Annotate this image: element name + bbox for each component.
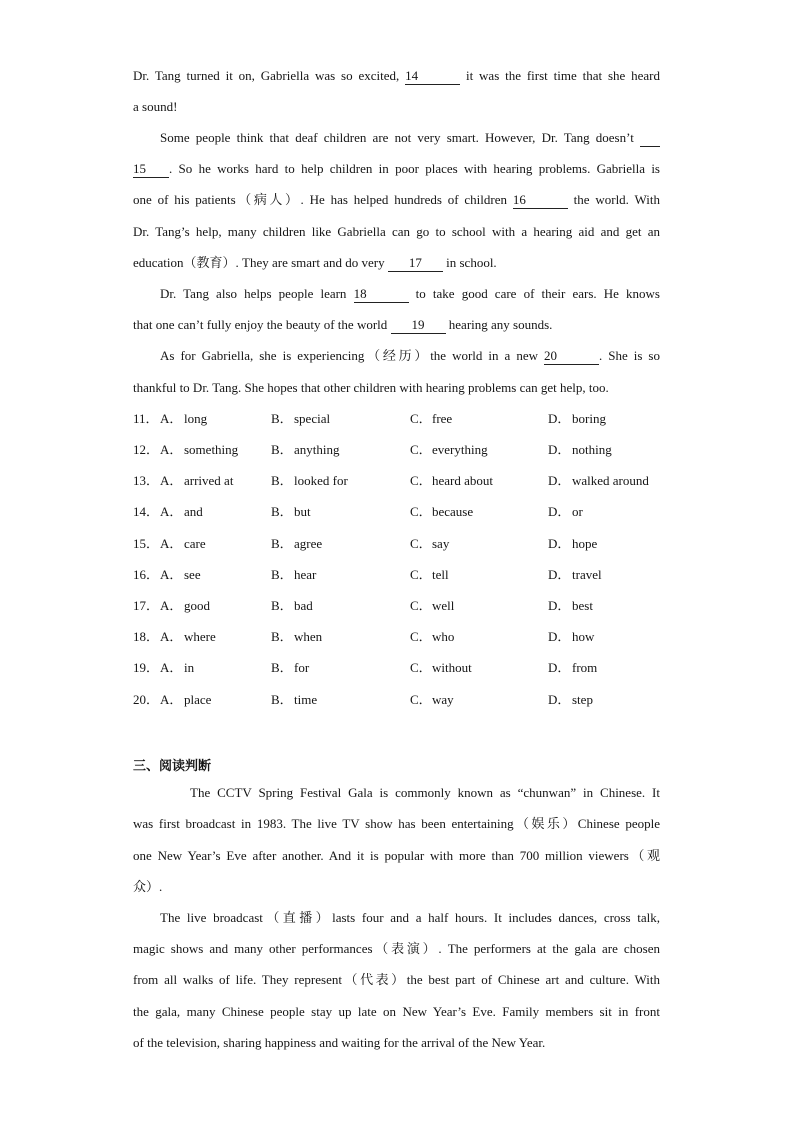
choice-text-d: step <box>572 692 593 707</box>
section-title: 三、阅读判断 <box>133 759 212 774</box>
line-text: that one can’t fully enjoy the beauty of the world <box>133 317 391 332</box>
choice-text-c: well <box>432 598 455 613</box>
choice-letter-a: A． <box>160 692 183 707</box>
choice-letter-b: B． <box>271 504 293 519</box>
choice-text-d: best <box>572 598 593 613</box>
option-row-15 <box>0 534 794 554</box>
line-text: Dr. Tang turned it on, Gabriella was so excited, <box>133 68 406 83</box>
choice-text-a: place <box>184 692 212 707</box>
option-row-14 <box>0 502 794 522</box>
choice-text-d: boring <box>572 411 606 426</box>
answer-blank-17: 17 <box>388 255 443 272</box>
reading-line-1: The CCTV Spring Festival Gala is commonly known as “chunwan” in Chinese. It <box>190 785 660 800</box>
choice-letter-b: B． <box>271 567 293 582</box>
choice-letter-b: B． <box>271 411 293 426</box>
cloze-line-7 <box>133 253 660 273</box>
choice-text-a: care <box>184 536 206 551</box>
cloze-line-1 <box>133 66 660 86</box>
choice-letter-d: D． <box>548 598 571 613</box>
answer-blank-15-start <box>640 130 660 147</box>
choice-letter-d: D． <box>548 473 571 488</box>
cloze-line-8 <box>160 284 660 304</box>
question-number: 19． <box>133 660 160 675</box>
reading-line-8: the gala, many Chinese people stay up late on New Year’s Eve. Family members sit in front <box>133 1004 660 1019</box>
answer-blank-20: 20 <box>544 348 599 365</box>
choice-letter-c: C． <box>410 504 432 519</box>
choice-letter-c: C． <box>410 473 432 488</box>
choice-text-c: because <box>432 504 474 519</box>
choice-letter-a: A． <box>160 660 183 675</box>
choice-letter-d: D． <box>548 629 571 644</box>
choice-letter-a: A． <box>160 567 183 582</box>
choice-text-c: free <box>432 411 453 426</box>
answer-blank-18: 18 <box>354 286 409 303</box>
choice-text-d: from <box>572 660 598 675</box>
choice-text-c: who <box>432 629 455 644</box>
choice-text-a: in <box>184 660 195 675</box>
choice-text-c: without <box>432 660 472 675</box>
choice-text-b: but <box>294 504 311 519</box>
line-text: hearing any sounds. <box>445 317 553 332</box>
choice-letter-a: A． <box>160 442 183 457</box>
choice-text-d: hope <box>572 536 598 551</box>
choice-letter-b: B． <box>271 536 293 551</box>
choice-text-c: everything <box>432 442 488 457</box>
choice-text-c: way <box>432 692 454 707</box>
question-number: 14． <box>133 504 160 519</box>
option-row-12 <box>0 440 794 460</box>
choice-text-c: heard about <box>432 473 494 488</box>
choice-text-a: where <box>184 629 216 644</box>
choice-text-b: bad <box>294 598 313 613</box>
choice-text-a: and <box>184 504 203 519</box>
option-row-17 <box>0 596 794 616</box>
choice-text-a: see <box>184 567 201 582</box>
line-text: to take good care of their ears. He knows <box>408 286 660 301</box>
question-number: 16． <box>133 567 160 582</box>
answer-blank-16: 16 <box>513 192 568 209</box>
cloze-line-6: Dr. Tang’s help, many children like Gabriella can go to school with a hearing aid and get an <box>133 224 660 239</box>
line-text: Some people think that deaf children are not very smart. However, Dr. Tang doesn’t <box>160 130 640 145</box>
choice-letter-c: C． <box>410 536 432 551</box>
question-number: 20． <box>133 692 160 707</box>
option-row-11 <box>0 409 794 429</box>
choice-letter-d: D． <box>548 660 571 675</box>
choice-text-b: time <box>294 692 318 707</box>
option-row-18 <box>0 627 794 647</box>
answer-blank-14: 14 <box>405 68 460 85</box>
choice-letter-c: C． <box>410 598 432 613</box>
choice-text-a: arrived at <box>184 473 234 488</box>
choice-letter-b: B． <box>271 442 293 457</box>
question-number: 15． <box>133 536 160 551</box>
line-text: it was the first time that she heard <box>460 68 660 83</box>
choice-letter-b: B． <box>271 692 293 707</box>
choice-letter-c: C． <box>410 692 432 707</box>
choice-letter-a: A． <box>160 598 183 613</box>
choice-letter-c: C． <box>410 442 432 457</box>
choice-letter-b: B． <box>271 473 293 488</box>
cloze-line-11: thankful to Dr. Tang. She hopes that other children with hearing problems can get help, too. <box>133 380 609 395</box>
reading-line-3: one New Year’s Eve after another. And it is popular with more than 700 million viewers（观 <box>133 848 660 863</box>
choice-text-b: looked for <box>294 473 348 488</box>
answer-blank-15: 15 <box>133 161 169 178</box>
choice-letter-a: A． <box>160 473 183 488</box>
cloze-line-3 <box>160 128 660 148</box>
choice-text-b: for <box>294 660 310 675</box>
choice-letter-d: D． <box>548 567 571 582</box>
choice-letter-a: A． <box>160 504 183 519</box>
line-text: . So he works hard to help children in poor places with hearing problems. Gabriella is <box>169 161 660 176</box>
reading-line-4: 众）. <box>133 879 163 894</box>
choice-letter-a: A． <box>160 411 183 426</box>
choice-text-d: travel <box>572 567 602 582</box>
choice-text-b: when <box>294 629 323 644</box>
line-text: education（教育）. They are smart and do very <box>133 255 388 270</box>
choice-text-a: something <box>184 442 239 457</box>
choice-letter-c: C． <box>410 411 432 426</box>
choice-text-a: good <box>184 598 210 613</box>
question-number: 13． <box>133 473 160 488</box>
line-text: Dr. Tang also helps people learn <box>160 286 354 301</box>
choice-letter-d: D． <box>548 504 571 519</box>
line-text: in school. <box>442 255 497 270</box>
choice-letter-b: B． <box>271 629 293 644</box>
choice-text-b: hear <box>294 567 317 582</box>
cloze-line-5 <box>133 190 660 210</box>
question-number: 17． <box>133 598 160 613</box>
option-row-19 <box>0 658 794 678</box>
choice-text-a: long <box>184 411 208 426</box>
line-text: the world. With <box>567 192 660 207</box>
reading-line-7: from all walks of life. They represent（代表）the best part of Chinese art and culture. With <box>133 972 660 987</box>
option-row-13 <box>0 471 794 491</box>
question-number: 18． <box>133 629 160 644</box>
choice-text-b: agree <box>294 536 323 551</box>
choice-letter-b: B． <box>271 660 293 675</box>
line-text: . She is so <box>598 348 660 363</box>
choice-letter-c: C． <box>410 567 432 582</box>
question-number: 12． <box>133 442 160 457</box>
option-row-20 <box>0 690 794 710</box>
choice-text-d: walked around <box>572 473 649 488</box>
reading-line-2: was first broadcast in 1983. The live TV show has been entertaining（娱乐）Chinese people <box>133 816 660 831</box>
cloze-line-9 <box>133 315 660 335</box>
reading-line-9: of the television, sharing happiness and waiting for the arrival of the New Year. <box>133 1035 546 1050</box>
choice-letter-c: C． <box>410 629 432 644</box>
choice-text-d: nothing <box>572 442 612 457</box>
choice-letter-d: D． <box>548 536 571 551</box>
option-row-16 <box>0 565 794 585</box>
choice-text-c: tell <box>432 567 449 582</box>
cloze-line-2: a sound! <box>133 99 178 114</box>
line-text: As for Gabriella, she is experiencing（经历）the world in a new <box>160 348 544 363</box>
choice-letter-a: A． <box>160 536 183 551</box>
reading-line-5: The live broadcast（直播）lasts four and a half hours. It includes dances, cross talk, <box>160 910 660 925</box>
cloze-line-10 <box>160 346 660 366</box>
choice-letter-b: B． <box>271 598 293 613</box>
cloze-line-4 <box>133 159 660 179</box>
choice-text-d: how <box>572 629 595 644</box>
choice-text-b: anything <box>294 442 340 457</box>
line-text: one of his patients（病人）. He has helped hundreds of children <box>133 192 513 207</box>
reading-line-6: magic shows and many other performances（表演）. The performers at the gala are chosen <box>133 941 660 956</box>
choice-text-c: say <box>432 536 450 551</box>
choice-letter-d: D． <box>548 692 571 707</box>
choice-letter-c: C． <box>410 660 432 675</box>
choice-text-b: special <box>294 411 331 426</box>
choice-letter-d: D． <box>548 411 571 426</box>
answer-blank-19: 19 <box>391 317 446 334</box>
choice-text-d: or <box>572 504 583 519</box>
choice-letter-d: D． <box>548 442 571 457</box>
question-number: 11． <box>133 411 159 426</box>
choice-letter-a: A． <box>160 629 183 644</box>
